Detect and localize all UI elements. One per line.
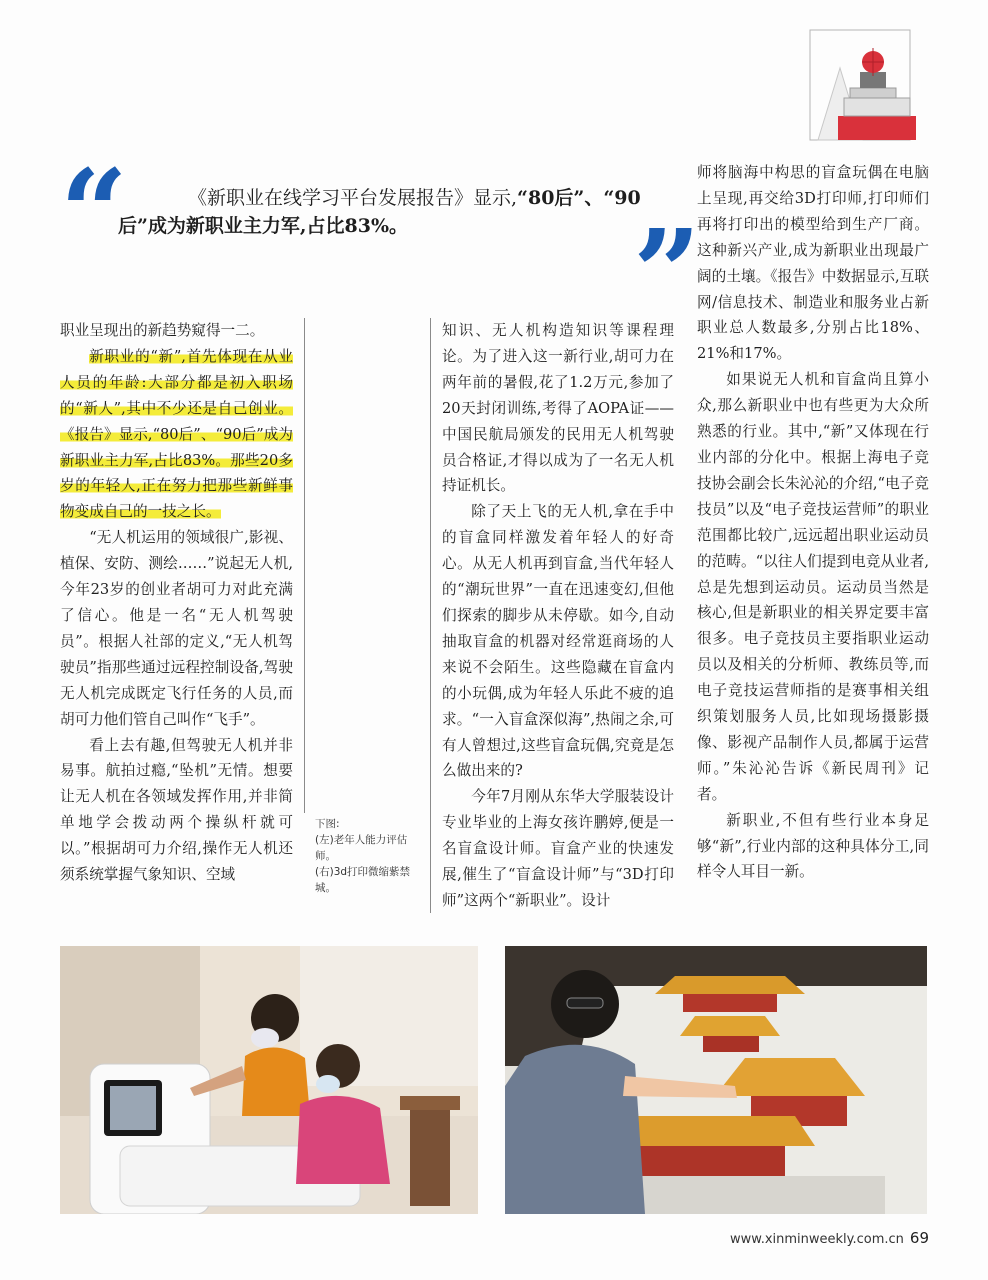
highlighted-paragraph: [60, 344, 293, 525]
article-column-2: [442, 318, 674, 914]
pull-quote-bold-2: 占比83%。: [306, 215, 409, 237]
pull-quote-text: [118, 184, 668, 240]
paragraph: 新职业,不但有些行业本身足够“新”,行业内部的这种具体分工,同样令人耳目一新。: [697, 811, 929, 881]
paragraph: 师将脑海中构思的盲盒玩偶在电脑上呈现,再交给3D打印师,打印师们再将打印出的模型给到生产厂商。这种新兴产业,成为新职业出现最广阔的土壤。《报告》中数据显示,互联网/信息技术、制造业和服务业占新职业总人数最多,分别占比18%、21%和17%。: [697, 164, 929, 363]
pull-quote-bold-1: “80后”、“90后”成为新职业主力军,: [118, 187, 641, 237]
paragraph: “无人机运用的领域很广,影视、植保、安防、测绘……”说起无人机,今年23岁的创业者胡可力对此充满了信心。他是一名“无人机驾驶员”。根据人社部的定义,“无人机驾驶员”指那些通过远程控制设备,驾驶无人机完成既定飞行任务的人员,而胡可力他们管自己叫作“飞手”。: [60, 529, 293, 728]
caption-right: (右)3d打印微缩紫禁城。: [315, 866, 411, 894]
highlighter-mark: 新职业的“新”,首先体现在从业人员的年龄:大部分都是初入职场的“新人”,其中不少还是自己创业。《报告》显示,“80后”、“90后”成为新职业主力军,占比83%。那些20多岁的年轻人,正在努力把那些新鲜事物变成自己的一技之长。: [60, 347, 293, 521]
page-footer: [730, 1229, 929, 1247]
paragraph: 看上去有趣,但驾驶无人机并非易事。航拍过瘾,“坠机”无情。想要让无人机在各领域发挥作用,并非简单地学会拨动两个操纵杆就可以。”根据胡可力介绍,操作无人机还须系统掌握气象知识、空域: [60, 736, 293, 884]
paragraph: 如果说无人机和盲盒尚且算小众,那么新职业中也有些更为大众所熟悉的行业。其中,“新”又体现在行业内部的分化中。根据上海电子竞技协会副会长朱沁沁的介绍,“电子竞技员”以及“电子竞技运营师”的职业范围都比较广,远远超出职业运动员的范畴。“以往人们提到电竞从业者,总是先想到运动员。运动员当然是核心,但是新职业的相关界定要丰富很多。电子竞技员主要指职业运动员以及相关的分析师、教练员等,而电子竞技运营师指的是赛事相关组织策划服务人员,比如现场摄影摄像、影视产品制作人员,都属于运营师。”朱沁沁告诉《新民周刊》记者。: [697, 371, 929, 803]
caption-heading: 下图:: [315, 818, 340, 830]
paragraph: 知识、无人机构造知识等课程理论。为了进入这一新行业,胡可力在两年前的暑假,花了1.2万元,参加了20天封闭训练,考得了AOPA证——中国民航局颁发的民用无人机驾驶员合格证,才得以成为了一名无人机持证机长。: [442, 322, 674, 495]
corner-illustration: [808, 28, 920, 146]
article-column-1: [60, 318, 293, 888]
photo-caption: [315, 816, 423, 896]
paragraph: 职业呈现出的新趋势窥得一二。: [60, 322, 265, 339]
column-divider: [304, 318, 305, 813]
column-divider: [430, 318, 431, 913]
caption-left: (左)老年人能力评估师。: [315, 834, 408, 862]
page-number: 69: [909, 1229, 929, 1247]
paragraph: 除了天上飞的无人机,拿在手中的盲盒同样激发着年轻人的好奇心。从无人机再到盲盒,当代年轻人的“潮玩世界”一直在迅速变幻,但他们探索的脚步从未停歇。如今,自动抽取盲盒的机器对经常逛商场的人来说不会陌生。这些隐藏在盲盒内的小玩偶,成为年轻人乐此不疲的追求。“一入盲盒深似海”,热闹之余,可有人曾想过,这些盲盒玩偶,究竟是怎么做出来的?: [442, 503, 674, 780]
photo-miniature-forbidden-city: [505, 946, 927, 1214]
paragraph: 今年7月刚从东华大学服装设计专业毕业的上海女孩许鹏婷,便是一名盲盒设计师。盲盒产业的快速发展,催生了“盲盒设计师”与“3D打印师”这两个“新职业”。设计: [442, 788, 674, 909]
open-quote-mark: “: [60, 143, 128, 282]
article-column-3: [697, 160, 929, 885]
pull-quote-normal: 《新职业在线学习平台发展报告》显示,: [188, 187, 518, 209]
photo-elderly-assessor: [60, 946, 478, 1214]
footer-website: www.xinminweekly.com.cn: [729, 1232, 904, 1247]
close-quote-mark: ”: [633, 203, 701, 342]
